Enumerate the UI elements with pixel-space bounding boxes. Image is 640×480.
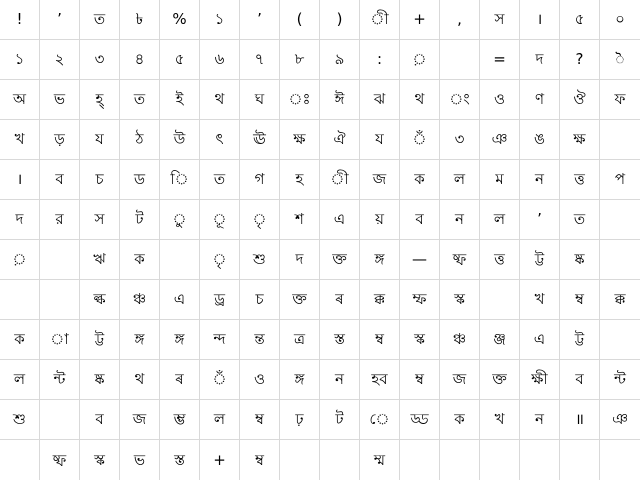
- glyph-cell: —: [400, 240, 440, 280]
- glyph-cell: ত: [120, 80, 160, 120]
- glyph-cell: ক্ষ: [280, 120, 320, 160]
- glyph-cell: ঃ: [280, 80, 320, 120]
- glyph-cell: ভ: [120, 440, 160, 480]
- glyph-cell: (: [280, 0, 320, 40]
- glyph-cell: [40, 400, 80, 440]
- glyph-cell: ): [320, 0, 360, 40]
- glyph-cell: ক: [440, 400, 480, 440]
- glyph-cell: ,: [440, 0, 480, 40]
- glyph-cell: স্ক: [440, 280, 480, 320]
- glyph-cell: ঔ: [560, 80, 600, 120]
- glyph-cell: শু: [240, 240, 280, 280]
- glyph-cell: থ: [120, 360, 160, 400]
- glyph-cell: ত: [80, 0, 120, 40]
- glyph-cell: [520, 440, 560, 480]
- glyph-cell: ে: [360, 400, 400, 440]
- glyph-cell: ট: [120, 200, 160, 240]
- glyph-cell: ট: [320, 400, 360, 440]
- glyph-cell: ণ: [520, 80, 560, 120]
- glyph-cell: !: [0, 0, 40, 40]
- glyph-cell: ়: [0, 240, 40, 280]
- glyph-cell: ব: [400, 200, 440, 240]
- glyph-cell: [40, 240, 80, 280]
- glyph-cell: ত্র: [280, 320, 320, 360]
- glyph-cell: ম্ফ: [400, 280, 440, 320]
- glyph-cell: ৬: [200, 40, 240, 80]
- glyph-cell: [600, 240, 640, 280]
- glyph-cell: ল: [480, 200, 520, 240]
- glyph-cell: [440, 440, 480, 480]
- glyph-cell: থ: [200, 80, 240, 120]
- glyph-cell: ড্ড: [400, 400, 440, 440]
- glyph-cell: [600, 440, 640, 480]
- glyph-cell: ৰ: [320, 280, 360, 320]
- glyph-cell: ন্ত: [240, 320, 280, 360]
- glyph-cell: ?: [560, 40, 600, 80]
- glyph-cell: ী: [320, 160, 360, 200]
- glyph-cell: ঁ: [200, 360, 240, 400]
- glyph-cell: ঘ: [240, 80, 280, 120]
- glyph-cell: ল: [440, 160, 480, 200]
- glyph-cell: ʼ: [40, 0, 80, 40]
- glyph-cell: ৳: [120, 0, 160, 40]
- glyph-cell: ঙ্গ: [160, 320, 200, 360]
- glyph-cell: +: [400, 0, 440, 40]
- glyph-cell: ত্ত: [560, 160, 600, 200]
- glyph-cell: দ: [520, 40, 560, 80]
- glyph-cell: ঞ: [600, 400, 640, 440]
- glyph-cell: হ্: [80, 80, 120, 120]
- glyph-cell: ʼ: [240, 0, 280, 40]
- glyph-cell: স্ক: [80, 440, 120, 480]
- glyph-cell: ক্ষী: [520, 360, 560, 400]
- glyph-cell: র: [40, 200, 80, 240]
- glyph-cell: ক: [400, 160, 440, 200]
- glyph-cell: ড়: [40, 120, 80, 160]
- glyph-cell: া: [40, 320, 80, 360]
- glyph-cell: স্ক: [400, 320, 440, 360]
- glyph-cell: খ: [480, 400, 520, 440]
- glyph-cell: ব: [560, 360, 600, 400]
- glyph-cell: ঋ: [80, 240, 120, 280]
- glyph-cell: [600, 200, 640, 240]
- glyph-cell: শু: [0, 400, 40, 440]
- glyph-cell: ং: [440, 80, 480, 120]
- glyph-cell: =: [480, 40, 520, 80]
- glyph-cell: ঐ: [320, 120, 360, 160]
- glyph-cell: ন্ট: [40, 360, 80, 400]
- glyph-cell: গ: [240, 160, 280, 200]
- glyph-cell: ৃ: [240, 200, 280, 240]
- glyph-cell: ল: [200, 400, 240, 440]
- glyph-cell: ও: [240, 360, 280, 400]
- glyph-cell: ৯: [320, 40, 360, 80]
- glyph-cell: ৎ: [200, 120, 240, 160]
- glyph-cell: ৫: [560, 0, 600, 40]
- glyph-cell: ক্ক: [360, 280, 400, 320]
- glyph-cell: ম: [480, 160, 520, 200]
- glyph-cell: এ: [160, 280, 200, 320]
- glyph-cell: ১: [200, 0, 240, 40]
- glyph-cell: ড্র: [200, 280, 240, 320]
- glyph-cell: ৫: [160, 40, 200, 80]
- glyph-cell: [0, 280, 40, 320]
- glyph-cell: [320, 440, 360, 480]
- glyph-cell: হ: [280, 160, 320, 200]
- glyph-cell: জ: [440, 360, 480, 400]
- glyph-cell: ন্দ: [200, 320, 240, 360]
- glyph-cell: ম্ব: [360, 320, 400, 360]
- glyph-cell: [560, 440, 600, 480]
- glyph-cell: ত: [560, 200, 600, 240]
- glyph-cell: ক্ক: [600, 280, 640, 320]
- glyph-cell: ম্ম: [360, 440, 400, 480]
- glyph-cell: ই: [160, 80, 200, 120]
- glyph-cell: ঝ: [360, 80, 400, 120]
- glyph-cell: ন্ট: [600, 360, 640, 400]
- glyph-cell: ঈ: [320, 80, 360, 120]
- glyph-cell: [0, 440, 40, 480]
- glyph-cell: প: [600, 160, 640, 200]
- glyph-cell: স: [480, 0, 520, 40]
- glyph-cell: ম্ব: [240, 400, 280, 440]
- glyph-cell: [480, 280, 520, 320]
- glyph-cell: ল্ক: [80, 280, 120, 320]
- glyph-cell: ট্ট: [560, 320, 600, 360]
- glyph-cell: ম্ব: [400, 360, 440, 400]
- glyph-cell: ক্ত: [280, 280, 320, 320]
- glyph-cell: চ: [80, 160, 120, 200]
- glyph-cell: এ: [520, 320, 560, 360]
- glyph-cell: ট্ট: [520, 240, 560, 280]
- glyph-cell: [160, 240, 200, 280]
- glyph-cell: ।: [0, 160, 40, 200]
- glyph-cell: ৩: [440, 120, 480, 160]
- glyph-cell: ঙ্গ: [280, 360, 320, 400]
- glyph-cell: :: [360, 40, 400, 80]
- glyph-cell: ।: [520, 0, 560, 40]
- glyph-cell: ঁ: [400, 120, 440, 160]
- glyph-cell: ী: [360, 0, 400, 40]
- glyph-cell: ক: [0, 320, 40, 360]
- glyph-cell: হব: [360, 360, 400, 400]
- glyph-cell: [600, 320, 640, 360]
- glyph-cell: ক্ত: [320, 240, 360, 280]
- glyph-cell: য: [80, 120, 120, 160]
- glyph-cell: ষ্ক: [560, 240, 600, 280]
- glyph-cell: অ: [0, 80, 40, 120]
- glyph-cell: ক: [120, 240, 160, 280]
- glyph-cell: ি: [160, 160, 200, 200]
- glyph-cell: ২: [40, 40, 80, 80]
- glyph-cell: [280, 440, 320, 480]
- glyph-cell: ন: [440, 200, 480, 240]
- glyph-cell: ক্ষ: [560, 120, 600, 160]
- glyph-cell: জ: [360, 160, 400, 200]
- glyph-cell: ত্ত: [480, 240, 520, 280]
- glyph-cell: ল: [0, 360, 40, 400]
- glyph-cell: ম্ভ: [160, 400, 200, 440]
- glyph-cell: ব: [80, 400, 120, 440]
- glyph-cell: স: [80, 200, 120, 240]
- glyph-cell: য: [360, 120, 400, 160]
- glyph-cell: ঠ: [120, 120, 160, 160]
- glyph-cell: ৃ: [200, 240, 240, 280]
- glyph-cell: %: [160, 0, 200, 40]
- glyph-cell: ঙ্গ: [120, 320, 160, 360]
- glyph-cell: ব: [40, 160, 80, 200]
- glyph-cell: ৩: [80, 40, 120, 80]
- glyph-cell: ম্ব: [560, 280, 600, 320]
- glyph-cell: ঢ়: [280, 400, 320, 440]
- glyph-cell: ন: [520, 160, 560, 200]
- glyph-cell: [480, 440, 520, 480]
- glyph-cell: [40, 280, 80, 320]
- glyph-cell: ট্ট: [80, 320, 120, 360]
- glyph-cell: জ: [120, 400, 160, 440]
- glyph-cell: এ: [320, 200, 360, 240]
- glyph-cell: ন: [520, 400, 560, 440]
- glyph-cell: ঊ: [240, 120, 280, 160]
- glyph-cell: খ: [0, 120, 40, 160]
- glyph-cell: ও: [480, 80, 520, 120]
- glyph-cell: ন: [320, 360, 360, 400]
- glyph-cell: স্ত: [320, 320, 360, 360]
- glyph-cell: ১: [0, 40, 40, 80]
- glyph-cell: ত: [200, 160, 240, 200]
- glyph-cell: ষ্ক: [80, 360, 120, 400]
- glyph-cell: ়: [400, 40, 440, 80]
- glyph-cell: ৮: [280, 40, 320, 80]
- glyph-cell: ফ: [600, 80, 640, 120]
- glyph-cell: ঙ: [520, 120, 560, 160]
- glyph-cell: খ: [520, 280, 560, 320]
- glyph-cell: ষ্ফ: [40, 440, 80, 480]
- glyph-cell: য়: [360, 200, 400, 240]
- glyph-cell: ঞ্চ: [120, 280, 160, 320]
- glyph-cell: স্ত: [160, 440, 200, 480]
- glyph-cell: ভ: [40, 80, 80, 120]
- glyph-cell: ঞ্জ: [480, 320, 520, 360]
- glyph-cell: ৰ: [160, 360, 200, 400]
- glyph-cell: ৪: [120, 40, 160, 80]
- glyph-cell: ʼ: [520, 200, 560, 240]
- glyph-cell: উ: [160, 120, 200, 160]
- glyph-cell: ু: [160, 200, 200, 240]
- glyph-cell: ৭: [240, 40, 280, 80]
- glyph-cell: ॥: [560, 400, 600, 440]
- glyph-cell: ঞ: [480, 120, 520, 160]
- glyph-cell: ঙ্গ: [360, 240, 400, 280]
- glyph-cell: ॆ: [600, 40, 640, 80]
- glyph-cell: দ: [0, 200, 40, 240]
- glyph-cell: ঞ্চ: [440, 320, 480, 360]
- glyph-cell: শ: [280, 200, 320, 240]
- glyph-cell: +: [200, 440, 240, 480]
- glyph-cell: ম্ব: [240, 440, 280, 480]
- glyph-cell: ড: [120, 160, 160, 200]
- glyph-cell: ০: [600, 0, 640, 40]
- glyph-cell: [600, 120, 640, 160]
- glyph-cell: [440, 40, 480, 80]
- glyph-cell: দ: [280, 240, 320, 280]
- glyph-cell: চ: [240, 280, 280, 320]
- glyph-cell: থ: [400, 80, 440, 120]
- glyph-cell: ষ্ফ: [440, 240, 480, 280]
- glyph-cell: ক্ত: [480, 360, 520, 400]
- glyph-cell: ূ: [200, 200, 240, 240]
- glyph-cell: [400, 440, 440, 480]
